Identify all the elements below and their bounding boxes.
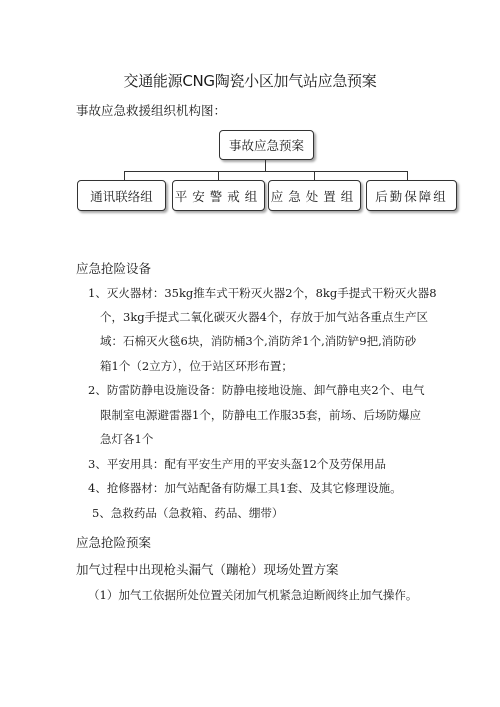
equipment-line: 限制室电源避雷器1个，防静电工作服35套，前场、后场防爆应 — [100, 408, 421, 422]
plan-subheading: 加气过程中出现枪头漏气（蹦枪）现场处置方案 — [76, 562, 339, 577]
org-child-box — [366, 180, 457, 211]
org-child-box — [77, 180, 166, 211]
org-chart-heading: 事故应急救援组织机构图： — [76, 103, 227, 118]
page-title: 交通能源CNG陶瓷小区加气站应急预案 — [123, 72, 377, 90]
equipment-line: 1、灭火器材：35kg推车式干粉灭火器2个，8kg手提式干粉灭火器8 — [88, 286, 437, 300]
plan-line: （1）加气工依据所处位置关闭加气机紧急迫断阀终止加气操作。 — [88, 588, 418, 602]
org-child-label: 平安警戒组 — [174, 188, 263, 204]
org-child-label: 后勤保障组 — [375, 188, 448, 204]
org-root-box — [219, 130, 314, 160]
equipment-line: 个，3kg手提式二氧化碳灭火器4个，存放于加气站各重点生产区 — [100, 310, 428, 324]
org-child-box — [268, 180, 361, 211]
plan-heading: 应急抢险预案 — [76, 535, 152, 550]
org-root-label: 事故应急预案 — [228, 138, 304, 153]
equipment-line: 急灯各1个 — [100, 432, 154, 446]
org-child-label: 应急处置组 — [270, 188, 359, 204]
equipment-line: 2、防雷防静电设施设备：防静电接地设施、卸气静电夹2个、电气 — [88, 383, 425, 397]
equipment-heading: 应急抢险设备 — [76, 261, 152, 276]
org-child-label: 通讯联络组 — [90, 188, 153, 204]
equipment-line: 5、急救药品（急救箱、药品、绷带） — [92, 506, 284, 520]
equipment-line: 3、平安用具：配有平安生产用的平安头盔12个及劳保用品 — [88, 457, 386, 471]
equipment-line: 域：石棉灭火毯6块，消防桶3个,消防斧1个,消防铲9把,消防砂 — [100, 334, 417, 348]
connector-line — [124, 171, 407, 172]
equipment-line: 4、抢修器材：加气站配备有防爆工具1套、及其它修理设施。 — [88, 481, 402, 495]
equipment-line: 箱1个（2立方），位于站区环形布置； — [100, 359, 293, 373]
org-child-box — [172, 180, 265, 211]
